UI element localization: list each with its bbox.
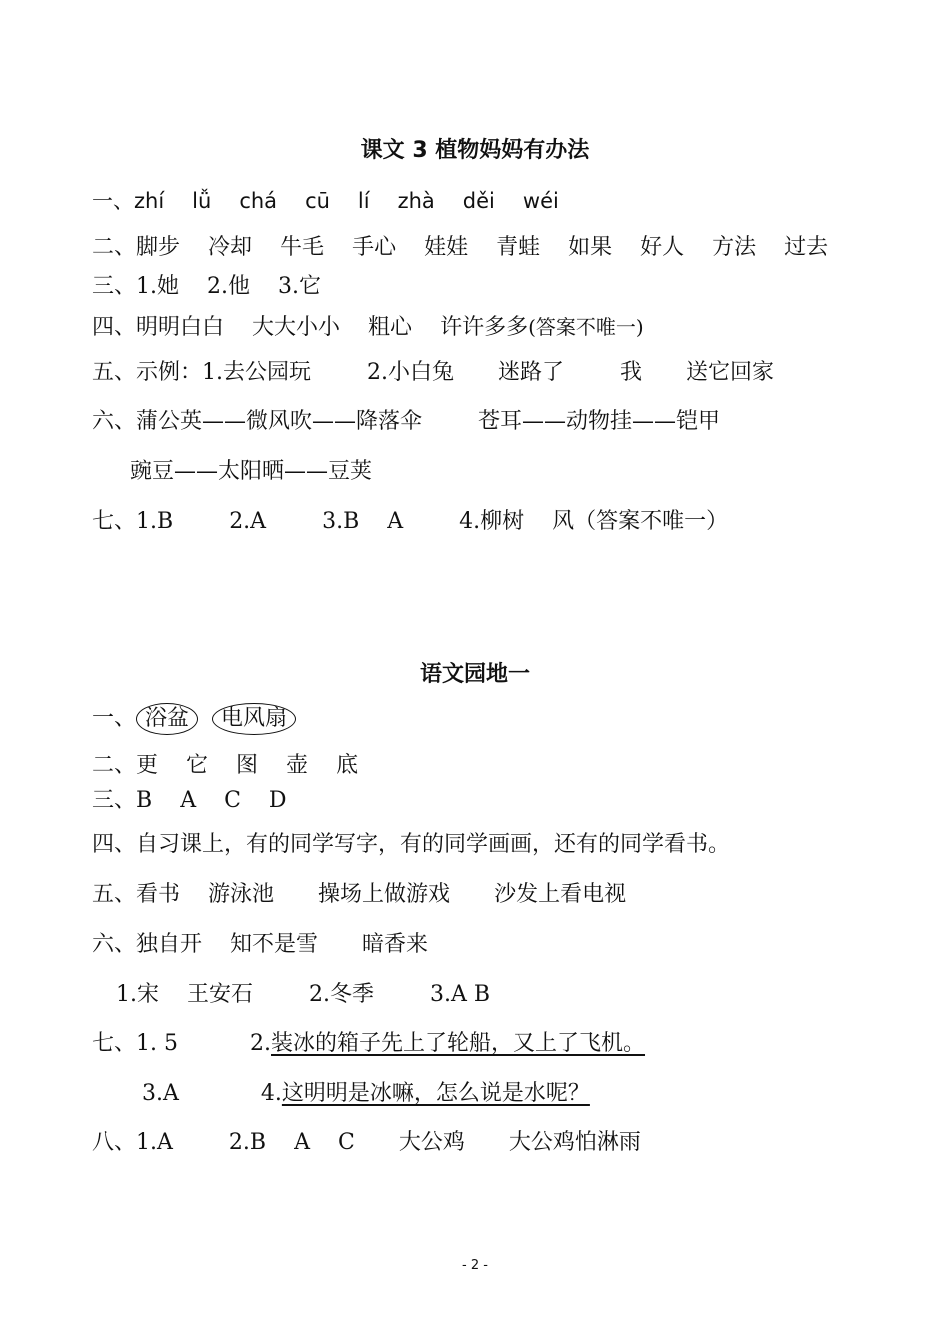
answer-sentence: 自习课上，有的同学写字，有的同学画画，还有的同学看书。 (136, 832, 731, 857)
word-item: 青蛙 (496, 235, 541, 260)
answer-item: B (136, 788, 153, 813)
s2-q6-sub (116, 980, 490, 1010)
answer-item: 送它回家 (686, 360, 775, 385)
answer-item: C (224, 788, 241, 813)
word-item: 许许多多 (440, 315, 529, 340)
answer-item: 1. 5 (136, 1031, 178, 1056)
word-item: 粗心 (368, 315, 413, 340)
s1-q5-prefix: 五、 (92, 360, 137, 385)
word-item: 大大小小 (252, 315, 341, 340)
answer-item: 更 (136, 753, 159, 778)
answer-item: 知不是雪 (230, 932, 319, 957)
s2-q6-prefix: 六、 (92, 932, 137, 957)
answer-item: 2. (250, 1031, 271, 1056)
word-item: 如果 (568, 235, 613, 260)
answer-item: 图 (236, 753, 259, 778)
answer-item: 3.A B (430, 982, 491, 1007)
s1-q3 (92, 272, 321, 302)
s2-q5 (92, 880, 626, 910)
s1-q7 (92, 507, 728, 537)
answer-item: 大公鸡怕淋雨 (508, 1130, 641, 1155)
pinyin-item: wéi (522, 189, 559, 213)
pinyin-item: chá (239, 189, 278, 213)
s1-q6 (92, 407, 720, 437)
s1-q2 (92, 233, 828, 263)
s1-q6-prefix: 六、 (92, 409, 137, 434)
answer-item: 游泳池 (208, 882, 275, 907)
word-item: 好人 (640, 235, 685, 260)
answer-item: 1.宋 (116, 982, 159, 1007)
s1-q5 (92, 358, 774, 388)
s2-q7-prefix: 七、 (92, 1031, 137, 1056)
word-item: 牛毛 (280, 235, 325, 260)
answer-item: 蒲公英——微风吹——降落伞 (136, 409, 423, 434)
word-item: 过去 (784, 235, 829, 260)
answer-item: 4. (260, 1081, 282, 1106)
pinyin-item: zhà (397, 189, 435, 213)
circled-answer: 浴盆 (136, 703, 198, 735)
answer-item: 1.A (136, 1130, 173, 1155)
s2-q7-line2 (142, 1079, 590, 1109)
word-item: 脚步 (136, 235, 181, 260)
answer-item: 2.小白兔 (367, 360, 455, 385)
answer-item: 看书 (136, 882, 181, 907)
answer-item: 壶 (286, 753, 309, 778)
s1-q7-prefix: 七、 (92, 509, 137, 534)
pinyin-item: cū (305, 189, 330, 213)
underlined-answer: 这明明是冰嘛，怎么说是水呢？ (281, 1081, 590, 1106)
s2-q7 (92, 1029, 645, 1059)
answer-item: 苍耳——动物挂——铠甲 (478, 409, 721, 434)
answer-item: 2.冬季 (309, 982, 375, 1007)
answer-item: 迷路了 (498, 360, 565, 385)
s1-q4 (92, 312, 644, 343)
word-item: 方法 (712, 235, 757, 260)
note-text: (答案不唯一) (528, 315, 644, 339)
section2-title: 语文园地一 (419, 662, 530, 687)
word-item: 明明白白 (136, 315, 225, 340)
answer-item: 2.B (228, 1130, 267, 1155)
circled-answer: 电风扇 (212, 703, 296, 735)
s2-q3 (92, 786, 287, 816)
answer-item: 底 (336, 753, 359, 778)
word-item: 手心 (352, 235, 397, 260)
answer-item: 2.A (229, 509, 267, 534)
answer-item: C (337, 1130, 355, 1155)
answer-item: 大公鸡 (398, 1130, 465, 1155)
answer-item: 操场上做游戏 (318, 882, 451, 907)
s2-q5-prefix: 五、 (92, 882, 137, 907)
s2-q2 (92, 751, 358, 781)
s1-q3-prefix: 三、 (92, 274, 137, 299)
s1-q1-prefix: 一、 (92, 189, 134, 213)
s2-q6 (92, 930, 428, 960)
word-item: 娃娃 (424, 235, 469, 260)
answer-item: 王安石 (187, 982, 254, 1007)
s1-q4-prefix: 四、 (92, 315, 137, 340)
s2-q4 (92, 830, 730, 860)
s2-q1 (92, 703, 296, 735)
answer-item: 3.B (322, 509, 360, 534)
pinyin-item: zhí (134, 189, 165, 213)
answer-item: 暗香来 (362, 932, 429, 957)
answer-item: 3.它 (278, 274, 322, 299)
answer-item: A (387, 509, 404, 534)
answer-item: 它 (186, 753, 209, 778)
answer-item: A (180, 788, 197, 813)
answer-item: 沙发上看电视 (494, 882, 627, 907)
s2-q8 (92, 1128, 641, 1158)
s2-q2-prefix: 二、 (92, 753, 137, 778)
underlined-answer: 装冰的箱子先上了轮船，又上了飞机。 (271, 1031, 646, 1056)
s2-q4-prefix: 四、 (92, 832, 137, 857)
answer-item: 示例：1.去公园玩 (136, 360, 312, 385)
word-item: 冷却 (208, 235, 253, 260)
s2-q3-prefix: 三、 (92, 788, 137, 813)
s2-q8-prefix: 八、 (92, 1130, 137, 1155)
s1-q1 (92, 186, 559, 216)
pinyin-item: děi (462, 189, 495, 213)
answer-item: D (268, 788, 287, 813)
answer-item: 4.柳树 (459, 509, 525, 534)
pinyin-item: lí (357, 189, 370, 213)
answer-item: 我 (620, 360, 643, 385)
pinyin-item: lǚ (192, 189, 212, 213)
answer-item: 2.他 (207, 274, 251, 299)
s2-q1-prefix: 一、 (92, 706, 137, 731)
answer-item: 1.她 (136, 274, 180, 299)
answer-item: 独自开 (136, 932, 203, 957)
s1-q6-line2: 豌豆——太阳晒——豆荚 (130, 459, 373, 484)
s1-q2-prefix: 二、 (92, 235, 137, 260)
answer-item: 1.B (136, 509, 174, 534)
page-number: - 2 - (462, 1258, 488, 1273)
answer-item: 3.A (142, 1081, 179, 1106)
section1-title: 课文 3 植物妈妈有办法 (360, 138, 590, 163)
answer-item: A (294, 1130, 310, 1155)
answer-item: 风（答案不唯一） (552, 509, 729, 534)
